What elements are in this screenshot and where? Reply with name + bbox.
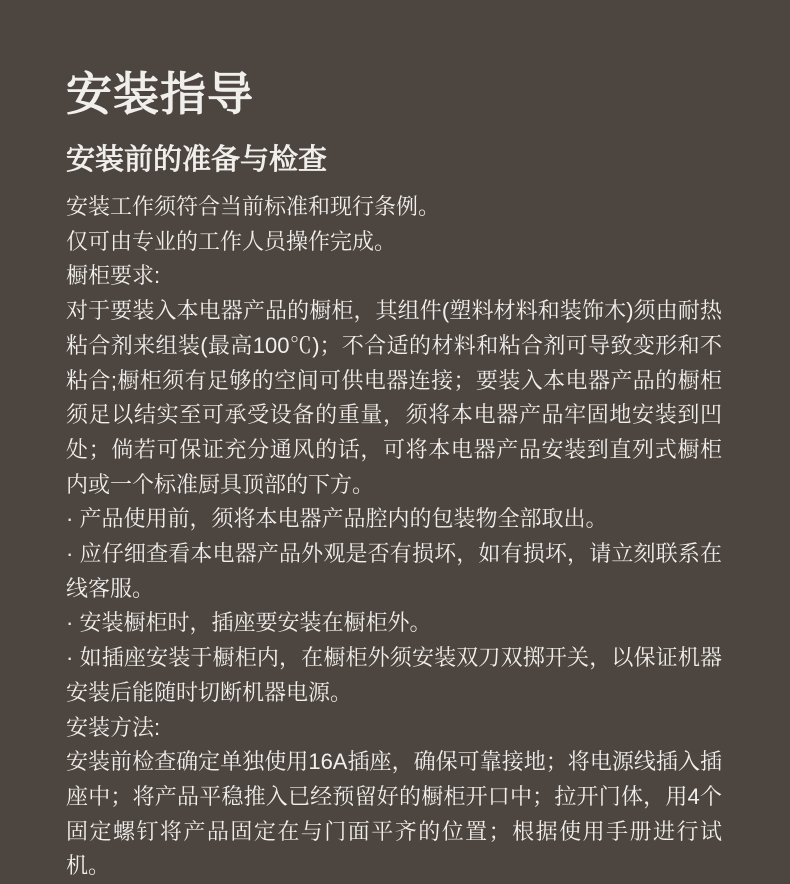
page-title: 安装指导 <box>66 68 254 120</box>
installation-method-label: 安装方法: <box>66 714 161 740</box>
intro-line-1: 安装工作须符合当前标准和现行条例。 <box>66 194 441 219</box>
note-item: · 应仔细查看本电器产品外观是否有损坏，如有损坏，请立刻联系在线客服。 <box>66 541 722 601</box>
notes-list <box>66 502 722 710</box>
cabinet-requirements-label: 橱柜要求: <box>66 263 161 289</box>
guide-content <box>66 190 722 884</box>
note-item: · 产品使用前，须将本电器产品腔内的包装物全部取出。 <box>66 506 608 532</box>
note-item: · 如插座安装于橱柜内，在橱柜外须安装双刀双掷开关，以保证机器安装后能随时切断机器电源。 <box>66 645 722 705</box>
cabinet-requirements-text: 对于要装入本电器产品的橱柜，其组件(塑料材料和装饰木)须由耐热粘合剂来组装(最高100℃)；不合适的材料和粘合剂可导致变形和不粘合;橱柜须有足够的空间可供电器连接；要装入本电器产品的橱柜须足以结实至可承受设备的重量，须将本电器产品牢固地安装到凹处；倘若可保证充分通风的话，可将本电器产品安装到直列式橱柜内或一个标准厨具顶部的下方。 <box>66 298 722 497</box>
intro-line-2: 仅可由专业的工作人员操作完成。 <box>66 228 397 254</box>
section-subtitle: 安装前的准备与检查 <box>66 144 328 176</box>
installation-method-text: 安装前检查确定单独使用16A插座，确保可靠接地；将电源线插入插座中；将产品平稳推入已经预留好的橱柜开口中；拉开门体，用4个固定螺钉将产品固定在与门面平齐的位置；根据使用手册进行试机。 <box>66 749 722 879</box>
note-item: · 安装橱柜时，插座要安装在橱柜外。 <box>66 610 432 636</box>
